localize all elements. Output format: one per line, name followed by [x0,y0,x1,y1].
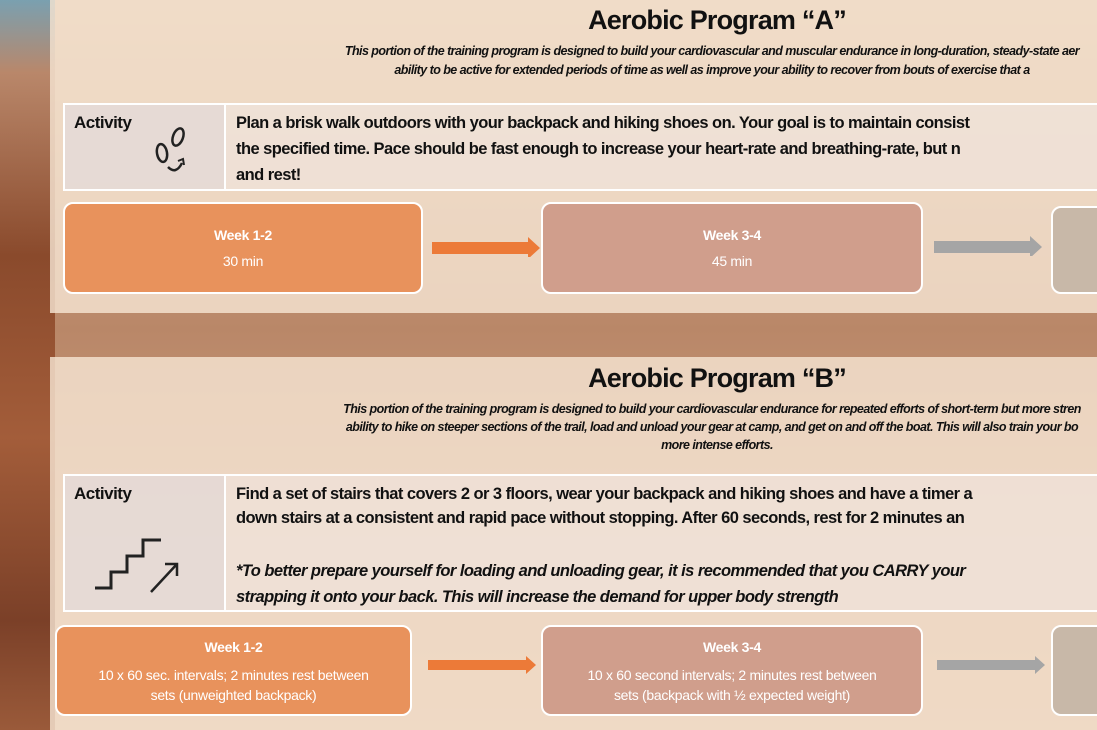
week-label: Week 3-4 [702,227,762,243]
week-detail: 45 min [711,253,753,269]
activity-line: Plan a brisk walk outdoors with your backpack and hiking shoes on. Your goal is to maintain consist [236,114,970,132]
note-line: strapping it onto your back. This will increase the demand for upper body strength [236,588,839,606]
stairs-up-icon [91,524,187,596]
activity-line: down stairs at a consistent and rapid pace without stopping. After 60 seconds, rest for 2 minutes an [236,509,965,527]
week-detail: sets (unweighted backpack) [150,686,317,703]
arrow-right-icon [937,654,1047,674]
week-label: Week 1-2 [213,227,273,243]
program-a-subtitle-1: This portion of the training program is designed to build your cardiovascular and muscular endurance in long-duration, steady-state aer [344,44,1080,58]
week-detail: 10 x 60 second intervals; 2 minutes rest between [587,666,877,683]
program-b-week-next [1051,625,1097,716]
program-a-week-1-2 [63,202,423,294]
program-a-activity-text [236,110,969,188]
activity-line: the specified time. Pace should be fast enough to increase your heart-rate and breathing-rate, but n [236,140,961,158]
arrow-right-icon [432,237,542,257]
program-b-week-1-2 [55,625,412,716]
week-label: Week 3-4 [702,638,762,655]
program-a-title: Aerobic Program “A” [588,5,846,35]
program-b-subtitle-2: ability to hike on steeper sections of the trail, load and unload your gear at camp, and get on and off the boat. This will also train your bo [345,420,1079,434]
footsteps-icon [150,123,194,177]
program-b-note [236,558,965,610]
note-line: *To better prepare yourself for loading and unloading gear, it is recommended that you CARRY your [236,562,966,580]
week-detail: 10 x 60 sec. intervals; 2 minutes rest between [98,666,369,683]
program-b-activity-text [236,482,972,530]
program-b-activity-box [63,474,1097,612]
program-a-activity-box [63,103,1097,191]
arrow-right-icon [428,654,538,674]
week-detail: sets (backpack with ½ expected weight) [613,686,851,703]
activity-label: Activity [74,484,132,503]
program-b-subtitle-1: This portion of the training program is designed to build your cardiovascular endurance for repeated efforts of short-term but more stren [343,402,1081,416]
week-detail: 30 min [222,253,264,269]
arrow-right-icon [934,236,1044,256]
activity-label: Activity [74,113,132,132]
activity-line: Find a set of stairs that covers 2 or 3 floors, wear your backpack and hiking shoes and have a timer a [236,485,973,503]
background-canyon-image [0,0,55,730]
program-b-title: Aerobic Program “B” [588,363,846,393]
activity-line: and rest! [236,166,301,184]
week-label: Week 1-2 [204,638,263,655]
program-b-week-3-4 [541,625,923,716]
program-a-week-3-4 [541,202,923,294]
program-a-subtitle-2: ability to be active for extended periods of time as well as improve your ability to recover from bouts of exercise that a [394,63,1030,77]
program-b-subtitle-3: more intense efforts. [661,438,773,452]
program-a-week-next [1051,206,1097,294]
